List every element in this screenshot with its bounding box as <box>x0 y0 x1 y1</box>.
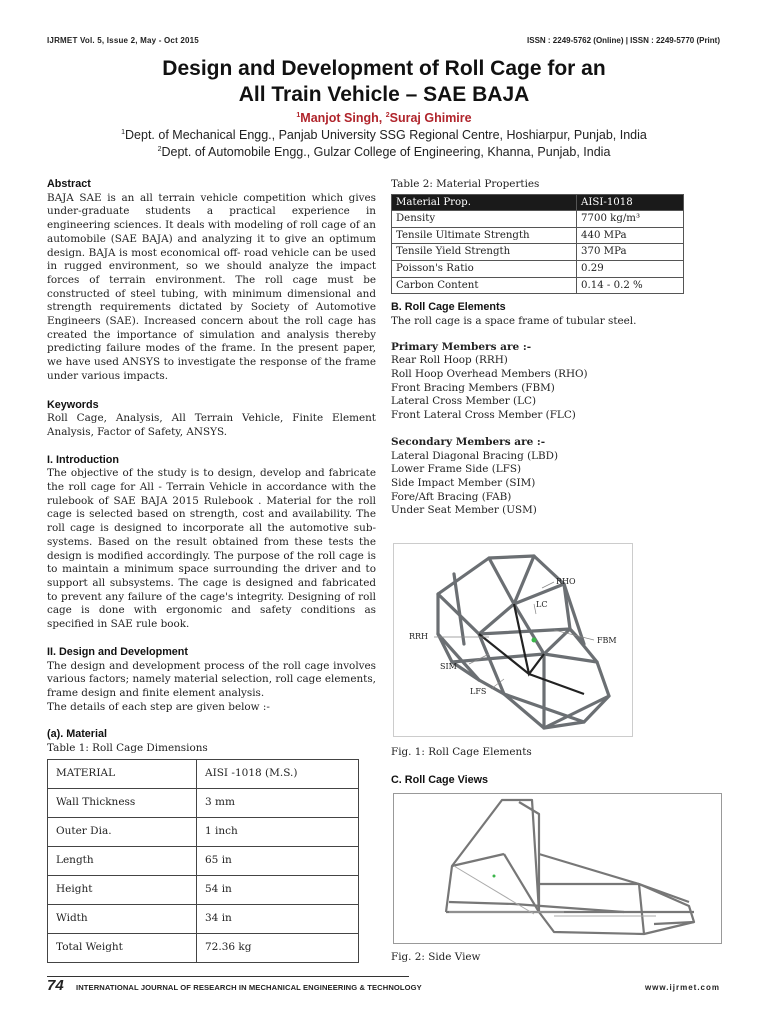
list-item: Rear Roll Hoop (RRH) <box>391 354 508 367</box>
label-fbm: FBM <box>597 636 617 645</box>
table-row <box>392 227 684 244</box>
table-cell: 3 mm <box>197 788 359 817</box>
table-row <box>392 211 684 228</box>
table-row <box>392 277 684 294</box>
author-2-sup: 2 <box>385 111 390 119</box>
table-cell: Density <box>392 211 577 228</box>
abstract-text: BAJA SAE is an all terrain vehicle competition which gives under-graduate students a practical experience in engineering sciences. It deals with modeling of roll cage of an automobile (SAE BAJA) and analyzing it to give an optimum design. BAJA is most economical off- road vehicle can be used in rugged environment, so we should analyze the impact forces of terrain environment. The roll cage must be constructed of steel tubing, with minimum dimensional and strength requirements dictated by Society of Automotive Engineers (SAE). Increased concern about the roll cage has created the importance of simulation and analysis thereby predicting failure modes of the frame. In the present paper, we have used ANSYS to investigate the response of the frame under various impacts. <box>47 191 376 382</box>
right-column <box>391 178 721 518</box>
list-item: Roll Hoop Overhead Members (RHO) <box>391 368 588 381</box>
table1-caption: Table 1: Roll Cage Dimensions <box>47 742 208 755</box>
table-cell: Wall Thickness <box>48 788 197 817</box>
list-item: Under Seat Member (USM) <box>391 504 537 517</box>
table-cell: Length <box>48 846 197 875</box>
roll-cage-dimensions-table <box>47 759 359 963</box>
list-item: Lower Frame Side (LFS) <box>391 463 522 476</box>
side-view-figure <box>393 793 722 944</box>
side-view-drawing <box>394 794 721 943</box>
list-item: Lateral Cross Member (LC) <box>391 395 537 408</box>
label-rrh: RRH <box>409 632 429 641</box>
table-cell: AISI -1018 (M.S.) <box>197 759 359 788</box>
table-cell: 72.36 kg <box>197 933 359 962</box>
intro-text: The objective of the study is to design, develop and fabricate the roll cage for All - Terrain Vehicle in accordance with the rulebook of SAE BAJA 2015 Rulebook . Material for the roll cage is selected based on strength, cost and availability. The roll cage is designed to incorporate all the automotive sub-systems. Based on the result obtained from these tests the design is modified accordingly. The purpose of the roll cage is to maintain a minimum space surrounding the driver and to support all subsystems. The cage is designed and fabricated to prevent any failure of the cage's integrity. Designing of roll cage is done with ergonomic and safety conditions as specified in SAE rule book. <box>47 467 376 631</box>
label-rho: RHO <box>556 577 576 586</box>
fig1-caption: Fig. 1: Roll Cage Elements <box>391 746 532 758</box>
table-cell: 65 in <box>197 846 359 875</box>
title-line-2: All Train Vehicle – SAE BAJA <box>238 83 530 106</box>
list-item: Front Lateral Cross Member (FLC) <box>391 409 576 422</box>
affiliation-2 <box>0 145 768 159</box>
table-header-row <box>392 194 684 211</box>
paper-title <box>0 56 768 108</box>
table-row <box>48 846 359 875</box>
aff2-text: Dept. of Automobile Engg., Gulzar College of Engineering, Khanna, Punjab, India <box>161 145 611 159</box>
material-properties-table <box>391 194 684 295</box>
roll-cage-elements-heading: B. Roll Cage Elements <box>391 301 506 314</box>
design-heading: II. Design and Development <box>47 645 188 658</box>
footer-divider <box>47 976 409 977</box>
table2-caption: Table 2: Material Properties <box>391 178 540 190</box>
table-cell: Tensile Ultimate Strength <box>392 227 577 244</box>
aff1-sup: 1 <box>121 128 126 136</box>
footer-url: www.ijrmet.com <box>644 983 720 992</box>
aff2-sup: 2 <box>157 145 162 153</box>
table-cell: 54 in <box>197 875 359 904</box>
list-item: Front Bracing Members (FBM) <box>391 381 555 394</box>
table-header-cell: Material Prop. <box>392 194 577 211</box>
author-1-sup: 1 <box>296 111 301 119</box>
authors <box>0 111 768 125</box>
list-item: Lateral Diagonal Bracing (LBD) <box>391 449 559 462</box>
table-cell: MATERIAL <box>48 759 197 788</box>
aff1-text: Dept. of Mechanical Engg., Panjab University SSG Regional Centre, Hoshiarpur, Punjab, India <box>125 128 647 142</box>
author-1: Manjot Singh, <box>300 111 386 125</box>
table-cell: 7700 kg/m³ <box>577 211 684 228</box>
keywords-text: Roll Cage, Analysis, All Terrain Vehicle, Finite Element Analysis, Factor of Safety, ANSYS. <box>47 412 376 438</box>
abstract-heading: Abstract <box>47 178 91 190</box>
list-item: Side Impact Member (SIM) <box>391 477 536 489</box>
keywords-heading: Keywords <box>47 398 99 411</box>
label-sim: SIM <box>440 662 457 671</box>
table-cell: Height <box>48 875 197 904</box>
table-cell: Carbon Content <box>392 277 577 294</box>
label-lfs: LFS <box>470 687 487 696</box>
title-line-1: Design and Development of Roll Cage for an <box>162 57 606 80</box>
table-row <box>48 904 359 933</box>
table-cell: 34 in <box>197 904 359 933</box>
table-cell: 0.14 - 0.2 % <box>577 277 684 294</box>
material-heading: (a). Material <box>47 728 107 741</box>
primary-members-heading: Primary Members are :- <box>391 340 532 353</box>
table-cell: 440 MPa <box>577 227 684 244</box>
left-column <box>47 178 376 963</box>
mesh-marker <box>532 638 537 643</box>
roll-cage-views-heading: C. Roll Cage Views <box>391 774 489 786</box>
label-lc: LC <box>536 600 548 609</box>
table-row <box>48 759 359 788</box>
table-cell: Total Weight <box>48 933 197 962</box>
author-2: Suraj Ghimire <box>389 111 472 125</box>
intro-heading: I. Introduction <box>47 453 119 466</box>
table-row <box>48 933 359 962</box>
table-row <box>48 875 359 904</box>
table-row <box>392 261 684 278</box>
list-item: Fore/Aft Bracing (FAB) <box>391 490 512 503</box>
affiliation-1 <box>0 128 768 142</box>
secondary-members-heading: Secondary Members are :- <box>391 435 546 448</box>
roll-cage-elements-figure <box>393 543 633 737</box>
table-cell: Outer Dia. <box>48 817 197 846</box>
mesh-marker <box>493 875 496 878</box>
table-row <box>48 817 359 846</box>
table-cell: Poisson's Ratio <box>392 261 577 278</box>
issn-header: ISSN : 2249-5762 (Online) | ISSN : 2249-5770 (Print) <box>527 36 720 45</box>
table-cell: Width <box>48 904 197 933</box>
roll-cage-elements-text: The roll cage is a space frame of tubular steel. <box>391 314 637 327</box>
roll-cage-drawing <box>394 544 632 736</box>
table-cell: 1 inch <box>197 817 359 846</box>
page-number: 74 <box>47 977 64 994</box>
table-cell: Tensile Yield Strength <box>392 244 577 261</box>
table-header-cell: AISI-1018 <box>577 194 684 211</box>
design-text: The design and development process of the roll cage involves various factors; namely material selection, roll cage elements, frame design and finite element analysis. <box>47 659 376 699</box>
table-row <box>392 244 684 261</box>
table-cell: 0.29 <box>577 261 684 278</box>
table-row <box>48 788 359 817</box>
design-details: The details of each step are given below :- <box>47 700 270 713</box>
journal-header: IJRMET Vol. 5, Issue 2, May - Oct 2015 <box>47 36 199 45</box>
table-cell: 370 MPa <box>577 244 684 261</box>
footer-journal-name: INTERNATIONAL JOURNAL OF RESEARCH IN MECHANICAL ENGINEERING & TECHNOLOGY <box>76 983 422 992</box>
fig2-caption: Fig. 2: Side View <box>391 951 481 963</box>
